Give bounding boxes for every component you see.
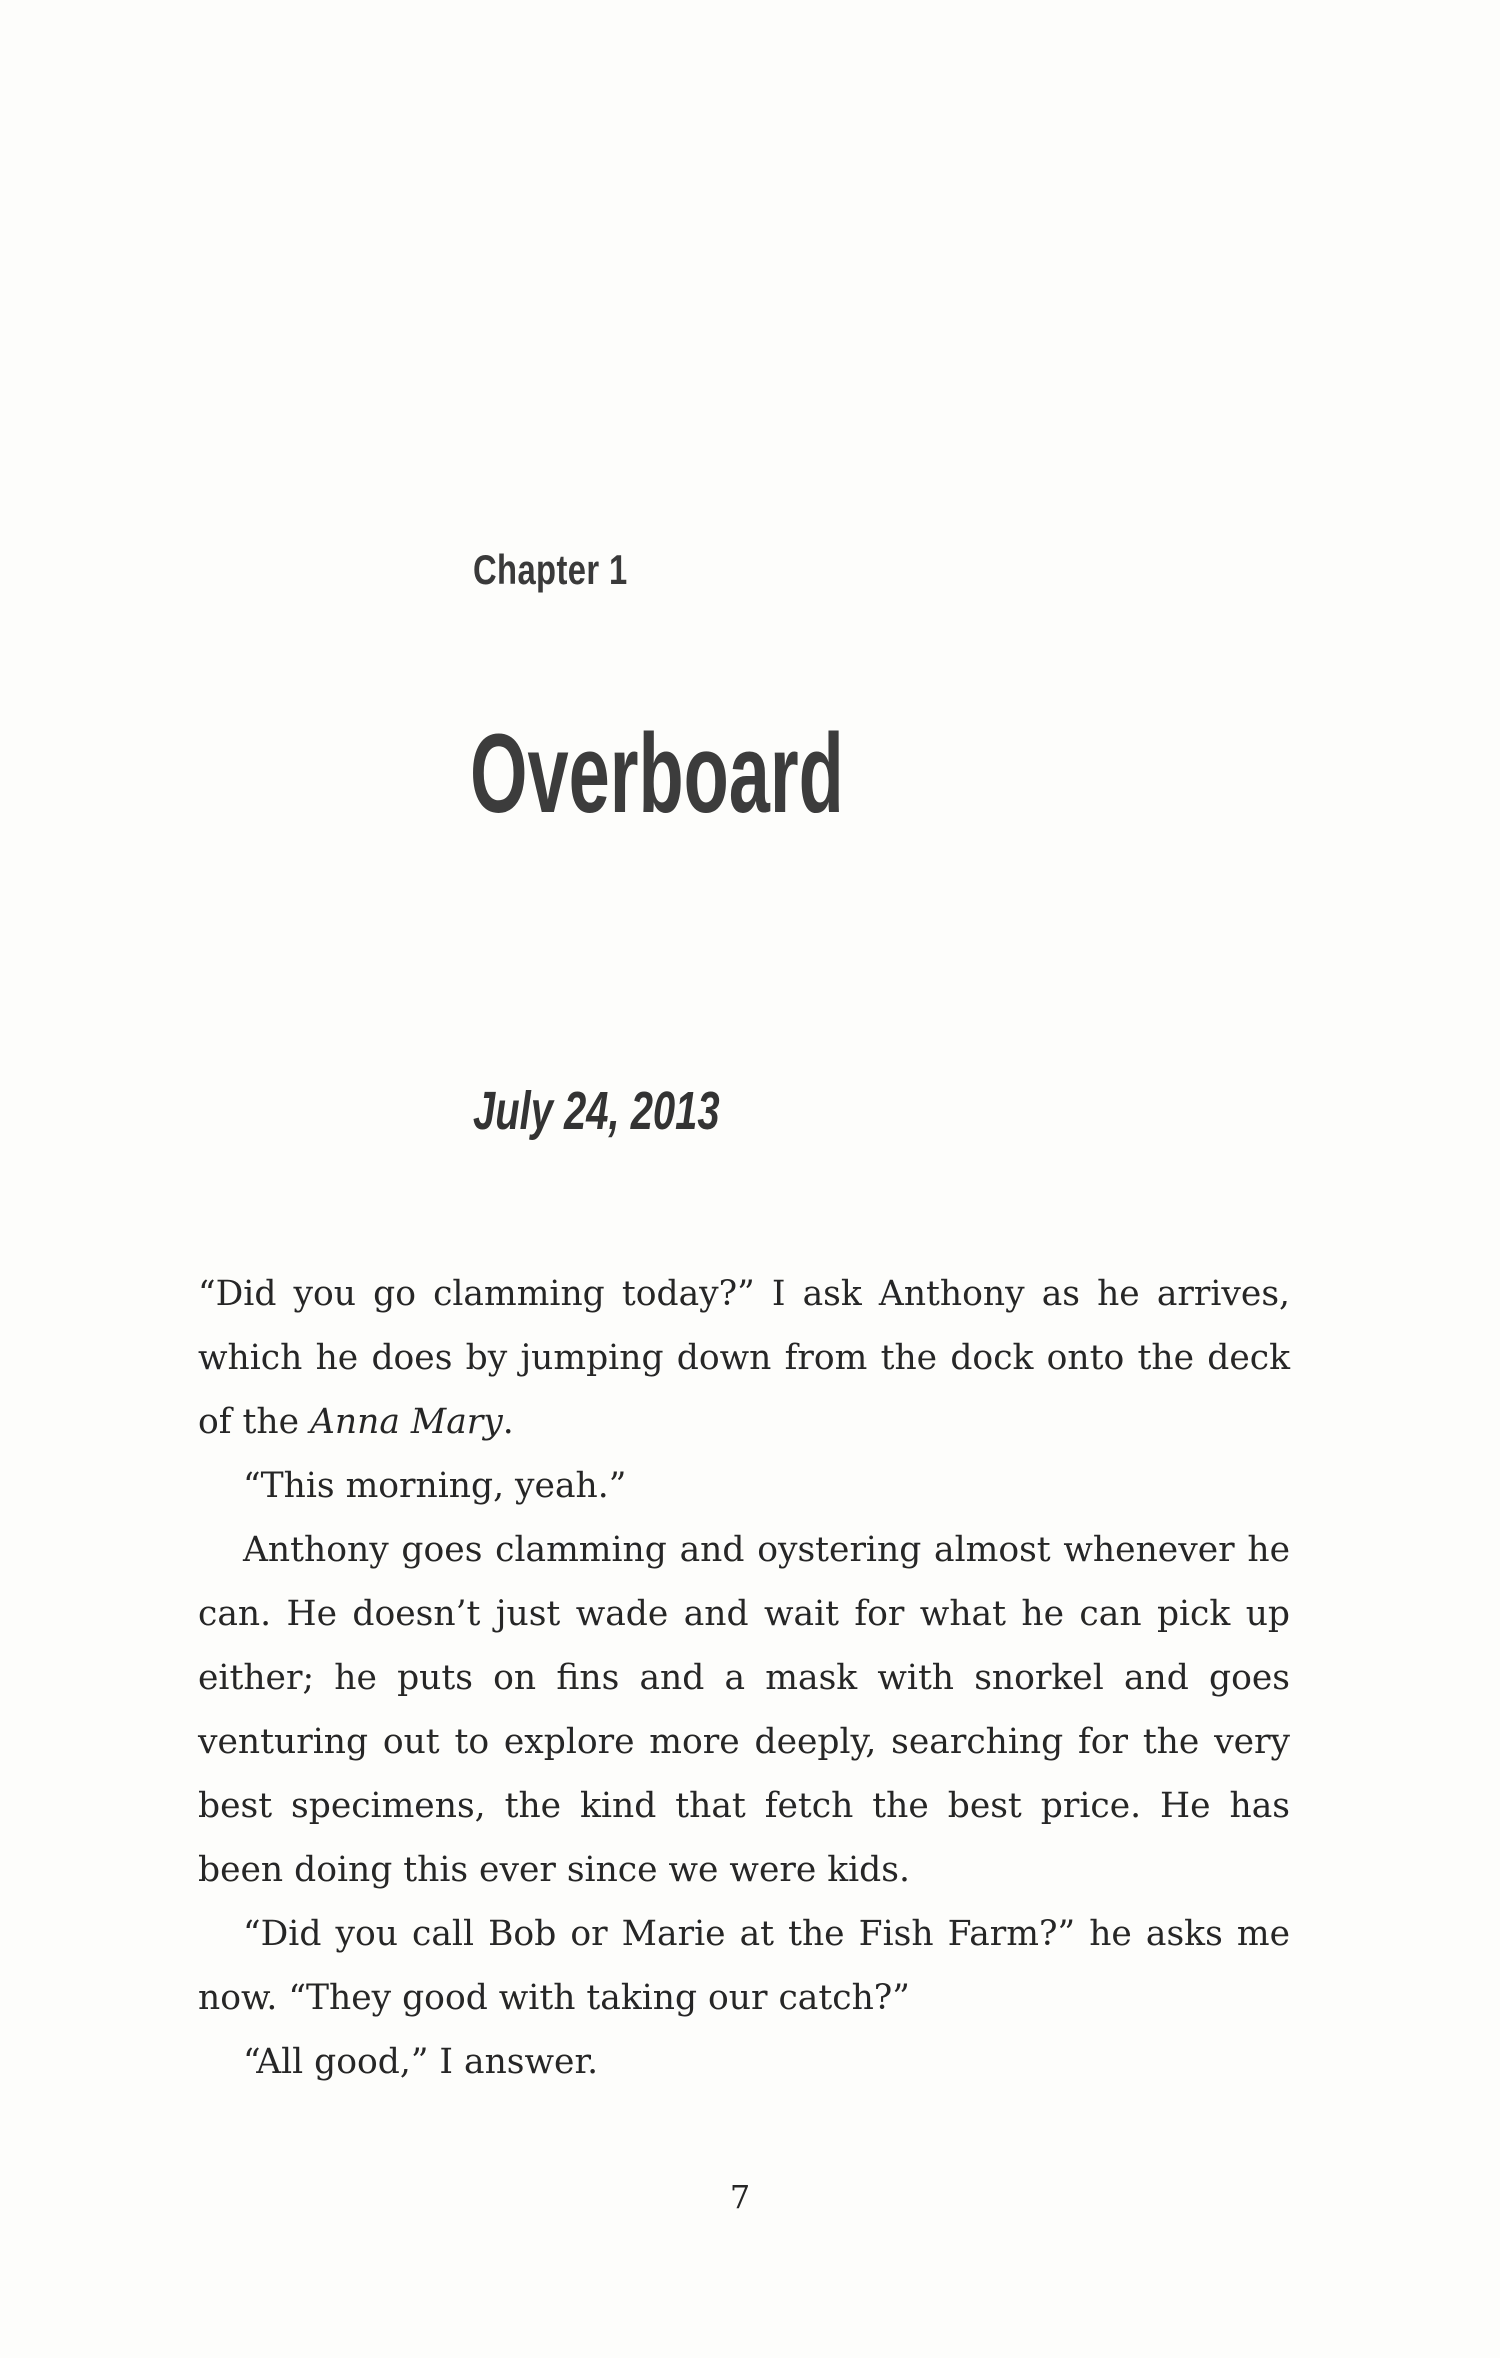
chapter-label: Chapter 1 xyxy=(473,546,628,593)
paragraph: “All good,” I answer. xyxy=(243,2042,599,2082)
paragraph-text: “Did you go clamming today?” I ask Anthony as he arrives, which he does by jumping down from the dock onto the deck of the xyxy=(198,1274,1290,1442)
paragraph: “This morning, yeah.” xyxy=(243,1466,627,1506)
chapter-date: July 24, 2013 xyxy=(473,1081,720,1141)
chapter-title: Overboard xyxy=(470,711,844,836)
body-text xyxy=(198,1262,1290,2094)
boat-name: Anna Mary xyxy=(309,1402,503,1442)
page-number: 7 xyxy=(729,2178,751,2216)
paragraph: “Did you call Bob or Marie at the Fish Farm?” he asks me now. “They good with taking our catch?” xyxy=(198,1914,1290,2018)
paragraph-text: . xyxy=(502,1402,514,1442)
paragraph xyxy=(198,1262,1290,1454)
paragraph: Anthony goes clamming and oystering almost whenever he can. He doesn’t just wade and wait for what he can pick up either; he puts on fins and a mask with snorkel and goes venturing out to explore more deeply, searching for the very best specimens, the kind that fetch the best price. He has been doing this ever since we were kids. xyxy=(198,1530,1290,1890)
